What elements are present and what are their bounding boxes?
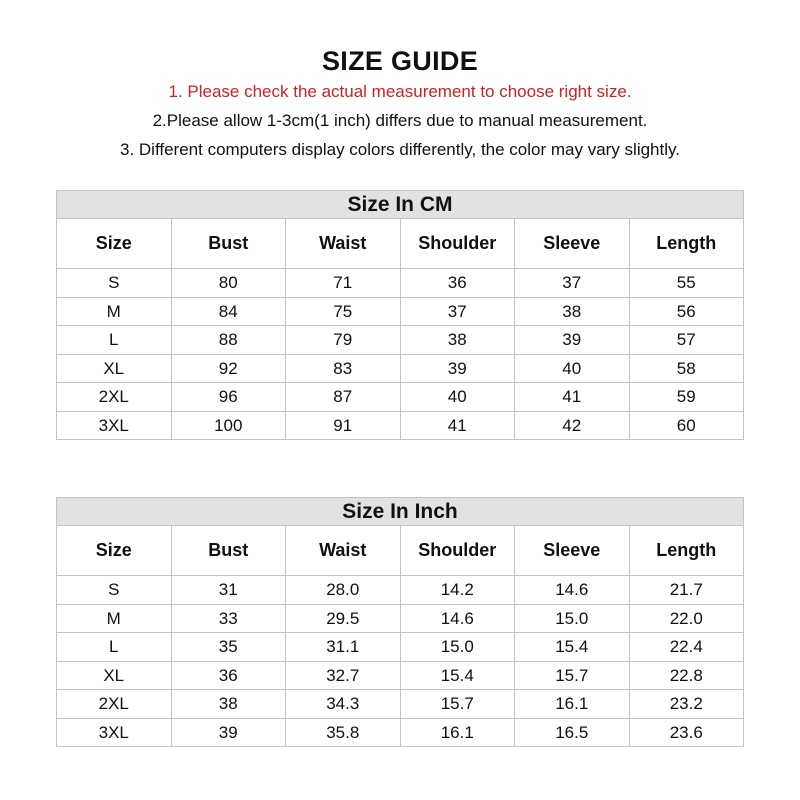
- column-header-size: Size: [57, 219, 172, 269]
- table-cell: 23.6: [629, 718, 744, 747]
- table-cell: 88: [171, 326, 286, 355]
- table-cell: 14.6: [515, 576, 630, 605]
- table-cell: 55: [629, 269, 744, 298]
- table-cell: 87: [286, 383, 401, 412]
- table-cell: 32.7: [286, 661, 401, 690]
- table-cell: XL: [57, 661, 172, 690]
- note-measurement: 1. Please check the actual measurement to choose right size.: [168, 82, 632, 101]
- table-row: [57, 661, 744, 690]
- column-header-size: Size: [57, 526, 172, 576]
- note-color: 3. Different computers display colors differently, the color may vary slightly.: [120, 140, 680, 159]
- table-cell: 35.8: [286, 718, 401, 747]
- table-cell: L: [57, 326, 172, 355]
- table-cell: S: [57, 576, 172, 605]
- table-cell: M: [57, 604, 172, 633]
- column-header-waist: Waist: [286, 219, 401, 269]
- table-cell: 15.4: [400, 661, 515, 690]
- table-cell: 3XL: [57, 411, 172, 440]
- table-row: [57, 354, 744, 383]
- column-header-waist: Waist: [286, 526, 401, 576]
- table-cell: 28.0: [286, 576, 401, 605]
- table-cell: 60: [629, 411, 744, 440]
- table-cell: 14.6: [400, 604, 515, 633]
- table-cell: 15.4: [515, 633, 630, 662]
- table-cell: 22.0: [629, 604, 744, 633]
- table-caption-row: [57, 191, 744, 219]
- table-cell: 37: [515, 269, 630, 298]
- table-row: [57, 690, 744, 719]
- table-cell: L: [57, 633, 172, 662]
- size-table-cm: [56, 190, 744, 440]
- table-cell: 33: [171, 604, 286, 633]
- table-row: [57, 633, 744, 662]
- page-title: SIZE GUIDE: [321, 46, 479, 76]
- table-cell: 39: [515, 326, 630, 355]
- column-header-length: Length: [629, 526, 744, 576]
- table-cell: 59: [629, 383, 744, 412]
- table-cell: 31.1: [286, 633, 401, 662]
- table-cell: 15.7: [400, 690, 515, 719]
- table-cell: 36: [171, 661, 286, 690]
- note-tolerance: 2.Please allow 1-3cm(1 inch) differs due to manual measurement.: [152, 111, 648, 130]
- table-cell: 40: [515, 354, 630, 383]
- size-table-inch: [56, 497, 744, 747]
- table-cell: 41: [515, 383, 630, 412]
- table-row: [57, 576, 744, 605]
- table-cell: 41: [400, 411, 515, 440]
- table-cell: 2XL: [57, 690, 172, 719]
- column-header-sleeve: Sleeve: [515, 219, 630, 269]
- table-cell: 39: [400, 354, 515, 383]
- table-cell: 15.0: [515, 604, 630, 633]
- column-header-bust: Bust: [171, 526, 286, 576]
- table-cell: 16.1: [400, 718, 515, 747]
- column-header-bust: Bust: [171, 219, 286, 269]
- table-row: [57, 326, 744, 355]
- table-cell: 15.0: [400, 633, 515, 662]
- table-cell: 38: [171, 690, 286, 719]
- table-cell: 3XL: [57, 718, 172, 747]
- table-cell: 14.2: [400, 576, 515, 605]
- table-cell: 100: [171, 411, 286, 440]
- table-cell: 21.7: [629, 576, 744, 605]
- table-cell: 35: [171, 633, 286, 662]
- table-cell: 84: [171, 297, 286, 326]
- table-cell: 38: [400, 326, 515, 355]
- table-cell: M: [57, 297, 172, 326]
- table-cell: 42: [515, 411, 630, 440]
- table-header-row: [57, 526, 744, 576]
- table-caption-row: [57, 498, 744, 526]
- table-cell: 56: [629, 297, 744, 326]
- table-cell: 34.3: [286, 690, 401, 719]
- table-cell: 15.7: [515, 661, 630, 690]
- table-cell: 38: [515, 297, 630, 326]
- table-cell: XL: [57, 354, 172, 383]
- table-cell: 92: [171, 354, 286, 383]
- table-cell: 2XL: [57, 383, 172, 412]
- table-cell: 58: [629, 354, 744, 383]
- table-cell: 22.8: [629, 661, 744, 690]
- table-cell: 16.5: [515, 718, 630, 747]
- table-row: [57, 383, 744, 412]
- column-header-length: Length: [629, 219, 744, 269]
- column-header-shoulder: Shoulder: [400, 219, 515, 269]
- table-cell: 83: [286, 354, 401, 383]
- table-cell: 36: [400, 269, 515, 298]
- table-cell: 22.4: [629, 633, 744, 662]
- table-header-row: [57, 219, 744, 269]
- table-cell: 57: [629, 326, 744, 355]
- table-cell: 23.2: [629, 690, 744, 719]
- table-cell: 75: [286, 297, 401, 326]
- table-cell: 91: [286, 411, 401, 440]
- table-cell: 96: [171, 383, 286, 412]
- table-caption: Size In CM: [57, 191, 744, 219]
- table-cell: 79: [286, 326, 401, 355]
- table-cell: 40: [400, 383, 515, 412]
- table-row: [57, 718, 744, 747]
- table-cell: 71: [286, 269, 401, 298]
- table-cell: 80: [171, 269, 286, 298]
- column-header-sleeve: Sleeve: [515, 526, 630, 576]
- table-row: [57, 604, 744, 633]
- table-row: [57, 269, 744, 298]
- table-cell: 29.5: [286, 604, 401, 633]
- table-caption: Size In Inch: [57, 498, 744, 526]
- table-cell: 39: [171, 718, 286, 747]
- column-header-shoulder: Shoulder: [400, 526, 515, 576]
- table-cell: 16.1: [515, 690, 630, 719]
- table-row: [57, 297, 744, 326]
- table-cell: 37: [400, 297, 515, 326]
- table-cell: S: [57, 269, 172, 298]
- table-cell: 31: [171, 576, 286, 605]
- table-row: [57, 411, 744, 440]
